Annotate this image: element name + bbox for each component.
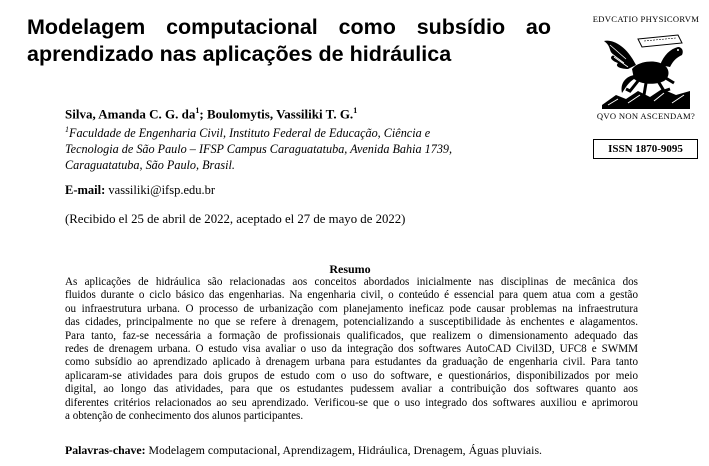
- keywords-value: Modelagem computacional, Aprendizagem, Hidráulica, Drenagem, Águas pluviais.: [148, 443, 542, 457]
- email-label: E-mail:: [65, 183, 106, 197]
- abstract-line: Para tanto, faz-se necessária a formação de profissionais qualificados, que realizem o dimensionamento adequado das: [65, 329, 638, 342]
- paper-title-line-2: aprendizado nas aplicações de hidráulica: [27, 42, 452, 66]
- logo-motto-bottom: QVO NON ASCENDAM?: [596, 111, 696, 121]
- affiliation-superscript: 1: [65, 125, 69, 134]
- pegasus-emblem-icon: [598, 25, 694, 111]
- author-1-superscript: 1: [195, 106, 200, 115]
- author-separator: ;: [199, 106, 207, 122]
- abstract-body: [65, 276, 638, 423]
- abstract-line: como subsídio ao aprendizado aplicado à drenagem urbana para estudantes da graduação de engenharia civil. Para tanto: [65, 356, 638, 369]
- affiliation-line-3: Caraguatatuba, São Paulo, Brasil.: [65, 158, 235, 173]
- abstract-line: digital, ao longo das atividades, para que os estudantes pudessem avaliar a contribuição dos softwares quanto aos: [65, 383, 638, 396]
- keywords-line: [65, 443, 542, 458]
- abstract-line: redes de drenagem urbana. O estudo visa avaliar o uso da integração dos softwares AutoCAD Civil3D, UFC8 e SWMM: [65, 343, 638, 356]
- logo-motto-top: EDVCATIO PHYSICORVM: [592, 14, 700, 24]
- affiliation: [65, 122, 505, 173]
- received-date: (Recibido el 25 de abril de 2022, aceptado el 27 de mayo de 2022): [65, 212, 406, 226]
- author-2-superscript: 1: [353, 106, 358, 115]
- abstract-line: fluidos durante o ciclo básico das engenharias. Na engenharia civil, o conteúdo é essencial para quem atua com a gestão: [65, 289, 638, 302]
- paper-title: [27, 14, 551, 68]
- email-address: vassiliki@ifsp.edu.br: [108, 183, 216, 197]
- author-1: Silva, Amanda C. G. da: [65, 106, 196, 122]
- authors-line: [65, 103, 357, 122]
- journal-logo: [586, 14, 706, 122]
- affiliation-line-1-text: Faculdade de Engenharia Civil, Instituto Federal de Educação, Ciência e: [69, 126, 431, 141]
- abstract-line: das cidades, principalmente no que se refere à drenagem, potencializando a susceptibilidade às enchentes e alagamentos.: [65, 316, 638, 329]
- affiliation-line-1: [65, 122, 505, 141]
- abstract-line: ou infraestrutura urbana. O processo de urbanização com planejamento ineficaz pode causar problemas na infraestrutura: [65, 302, 638, 315]
- keywords-label: Palavras-chave:: [65, 443, 146, 457]
- paper-title-line-1: Modelagem computacional como subsídio ao: [27, 15, 551, 39]
- abstract-line: aplicaram-se atividades para dois grupos de estudo com o uso do software, e questionários, disponibilizados por meio: [65, 369, 638, 382]
- abstract-line: As aplicações de hidráulica são relacionadas aos conceitos abordados inicialmente nas disciplinas de mecânica dos: [65, 276, 638, 288]
- email-line: [65, 183, 215, 198]
- abstract-line: diferentes critérios relacionados ao seu aprendizado. Verificou-se que o uso integrado dos softwares auxiliou e aprimorou: [65, 396, 638, 409]
- abstract-line: a obtenção de conhecimento dos alunos participantes.: [65, 410, 304, 423]
- issn-box: ISSN 1870-9095: [593, 139, 698, 159]
- affiliation-line-2: Tecnologia de São Paulo – IFSP Campus Caraguatatuba, Avenida Bahia 1739,: [65, 142, 453, 157]
- author-2: Boulomytis, Vassiliki T. G.: [207, 106, 354, 122]
- abstract-heading: Resumo: [329, 262, 371, 276]
